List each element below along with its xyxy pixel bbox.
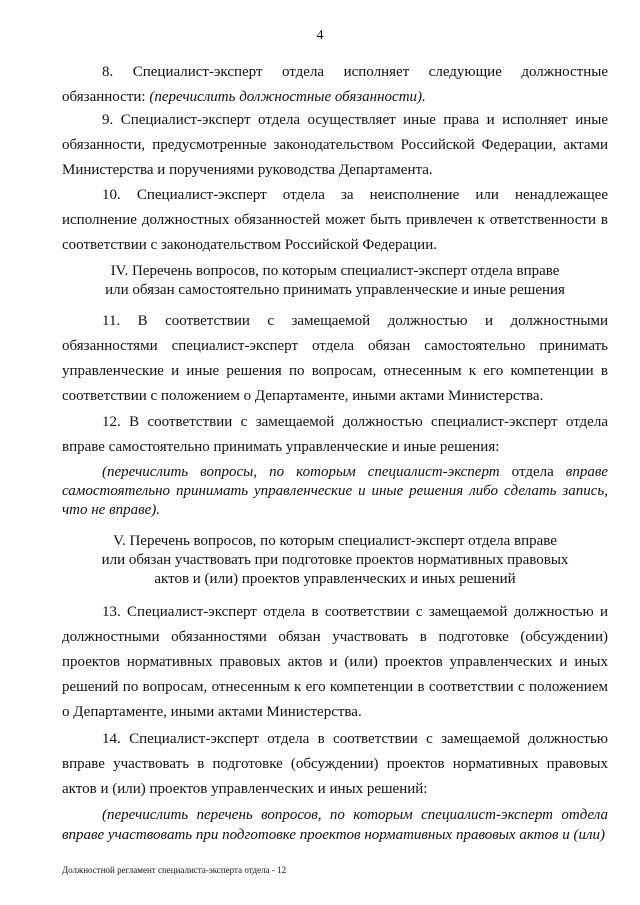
- paragraph-14-note-text: (перечислить перечень вопросов, по которым специалист-эксперт отдела вправе участвовать при подготовке проектов нормативных правовых актов и (или): [62, 807, 608, 843]
- paragraph-9: [62, 108, 608, 183]
- paragraph-8-continuation: [62, 85, 608, 110]
- paragraph-12-text: 12. В соответствии с замещаемой должностью специалист-эксперт отдела вправе самостоятельно принимать управленческие и иные решения:: [62, 414, 608, 455]
- paragraph-8-cont-text: обязанности:: [62, 89, 150, 105]
- paragraph-11: [62, 309, 608, 409]
- paragraph-8-lead: 8. Специалист-эксперт отдела исполняет следующие должностные: [102, 64, 608, 80]
- paragraph-11-text: 11. В соответствии с замещаемой должностью и должностными обязанностями специалист-эксперт отдела обязан самостоятельно принимать управленческие и иные решения по вопросам, отнесенным к его компетенции в соответствии с положением о Департаменте, иными актами Министерства.: [62, 313, 608, 404]
- paragraph-12-note-b: отдела: [511, 464, 554, 480]
- section-4-heading: [62, 262, 608, 300]
- paragraph-13: [62, 600, 608, 725]
- page-number: 4: [316, 28, 324, 43]
- paragraph-9-text: 9. Специалист-эксперт отдела осуществляет иные права и исполняет иные обязанности, предусмотренные законодательством Российской Федерации, актами Министерства и поручениями руководства Департамента.: [62, 112, 608, 178]
- paragraph-10-text: 10. Специалист-эксперт отдела за неисполнение или ненадлежащее исполнение должностных обязанностей может быть привлечен к ответственности в соответствии с законодательством Российской Федерации.: [62, 187, 608, 253]
- paragraph-12-note: [62, 463, 608, 520]
- section-5-heading-line3: актов и (или) проектов управленческих и иных решений: [154, 571, 516, 587]
- paragraph-12-note-c: вправе самостоятельно принимать управленческие и иные решения либо сделать запись, что не вправе).: [62, 464, 608, 518]
- paragraph-12-note-text: [62, 463, 608, 520]
- section-5-heading-line2: или обязан участвовать при подготовке проектов нормативных правовых: [101, 552, 569, 568]
- paragraph-12: [62, 410, 608, 460]
- paragraph-12-note-a: (перечислить вопросы, по которым специалист-эксперт: [102, 464, 512, 480]
- section-4-heading-line2: или обязан самостоятельно принимать управленческие и иные решения: [105, 282, 565, 298]
- paragraph-10: [62, 183, 608, 258]
- paragraph-8: [62, 60, 608, 110]
- paragraph-14-text: 14. Специалист-эксперт отдела в соответствии с замещаемой должностью вправе участвовать в подготовке (обсуждении) проектов нормативных правовых актов и (или) проектов управленческих и иных решений:: [62, 731, 608, 797]
- page-footer: Должностной регламент специалиста-эксперта отдела - 12: [62, 865, 287, 875]
- section-5-heading: [62, 532, 608, 589]
- section-5-heading-line1: V. Перечень вопросов, по которым специалист-эксперт отдела вправе: [113, 533, 557, 549]
- section-4-heading-line1: IV. Перечень вопросов, по которым специалист-эксперт отдела вправе: [110, 263, 560, 279]
- paragraph-14: [62, 727, 608, 802]
- paragraph-13-text: 13. Специалист-эксперт отдела в соответствии с замещаемой должностью и должностными обязанностями обязан участвовать в подготовке (обсуждении) проектов нормативных правовых актов и (или) проектов управленческих и иных решений по вопросам, отнесенным к его компетенции в соответствии с положением о Департаменте, иными актами Министерства.: [62, 604, 608, 720]
- paragraph-8-placeholder: (перечислить должностные обязанности).: [149, 89, 426, 105]
- paragraph-14-note: [62, 805, 608, 845]
